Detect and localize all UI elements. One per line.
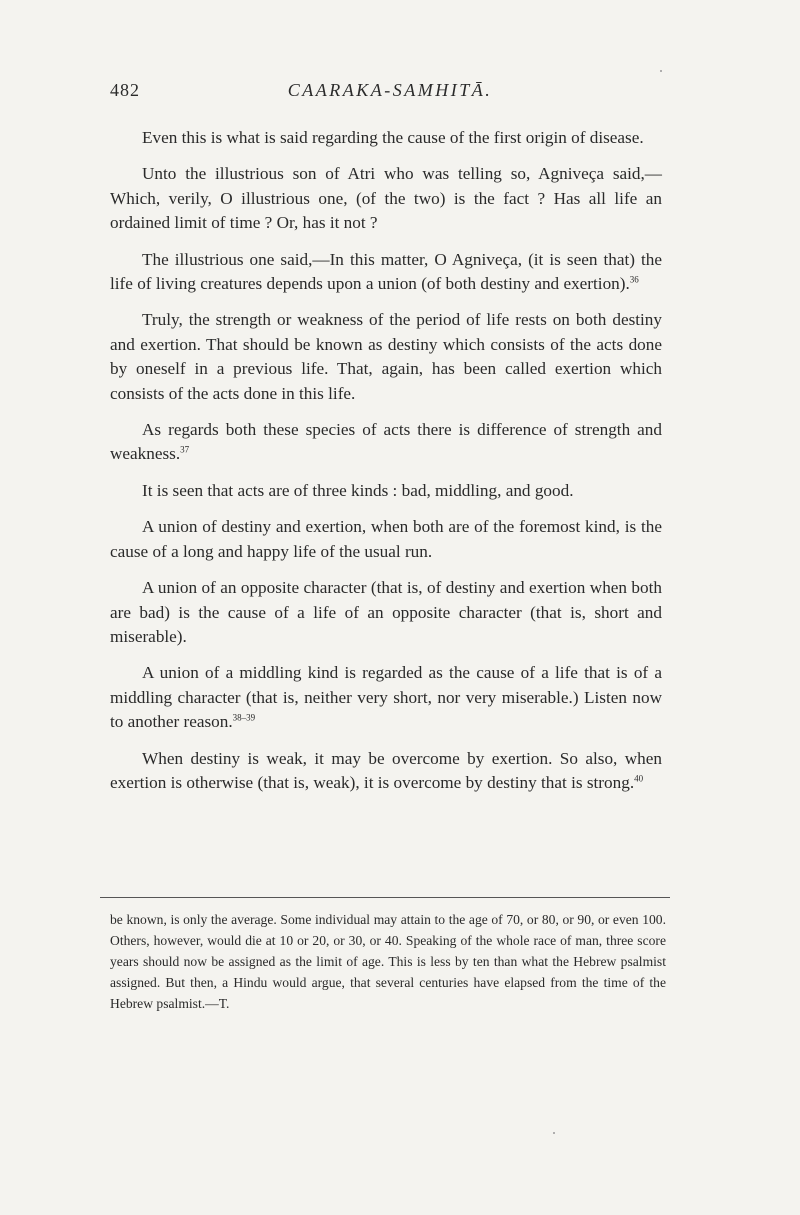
- paragraph-text: A union of destiny and exertion, when both are of the foremost kind, is the cause of a long and happy life of the usual run.: [110, 517, 662, 561]
- paper-speck: [553, 1132, 555, 1134]
- paragraph: [110, 248, 662, 297]
- paragraph: [110, 479, 662, 503]
- footnote-text: be known, is only the average. Some individual may attain to the age of 70, or 80, or 90, or even 100. Others, however, would die at 10 or 20, or 30, or 40. Speaking of the whole race of man, three score years should now be assigned as the limit of age. This is less by ten than what the Hebrew psalmist assigned. But then, a Hindu would argue, that several centuries have elapsed from the time of the Hebrew psalmist.—T.: [110, 912, 666, 1011]
- paragraph-text: As regards both these species of acts there is difference of strength and weakness.: [110, 420, 662, 464]
- footnote-marker: 38–39: [232, 712, 256, 723]
- paragraph-text: Truly, the strength or weakness of the period of life rests on both destiny and exertion. That should be known as destiny which consists of the acts done by oneself in a previous life. That, again, has been called exertion which consists of the acts done in this life.: [110, 310, 662, 403]
- paragraph-text: Unto the illustrious son of Atri who was telling so, Agniveça said,—Which, verily, O illustrious one, (of the two) is the fact ? Has all life an ordained limit of time ? Or, has it not ?: [110, 164, 662, 233]
- paragraph-text: A union of a middling kind is regarded as the cause of a life that is of a middling character (that is, neither very short, nor very miserable.) Listen now to another reason.: [110, 663, 662, 732]
- paragraph-text: When destiny is weak, it may be overcome by exertion. So also, when exertion is otherwise (that is, weak), it is overcome by destiny that is strong.: [110, 748, 662, 792]
- paper-speck: [660, 70, 662, 72]
- body-text: [110, 126, 662, 807]
- footnote-marker: 37: [180, 444, 190, 455]
- paragraph: [110, 418, 662, 467]
- paragraph: [110, 162, 662, 235]
- footnote: [110, 909, 666, 1014]
- paragraph-text: It is seen that acts are of three kinds : bad, middling, and good.: [142, 480, 574, 500]
- paragraph: [110, 576, 662, 649]
- footnote-divider: [100, 897, 670, 898]
- footnote-marker: 36: [629, 274, 639, 285]
- paragraph: [110, 747, 662, 796]
- running-title: CAARAKA-SAMHITĀ.: [287, 80, 493, 100]
- paragraph: [110, 515, 662, 564]
- paragraph-text: The illustrious one said,—In this matter, O Agniveça, (it is seen that) the life of living creatures depends upon a union (of both destiny and exertion).: [110, 249, 662, 294]
- paragraph-text: Even this is what is said regarding the cause of the first origin of disease.: [142, 128, 644, 147]
- paragraph: [110, 126, 662, 150]
- paragraph: [110, 308, 662, 406]
- page-header: [110, 80, 670, 104]
- footnote-marker: 40: [634, 773, 644, 784]
- paragraph-text: A union of an opposite character (that is, of destiny and exertion when both are bad) is the cause of a life of an opposite character (that is, short and miserable).: [110, 578, 662, 646]
- page-number: 482: [110, 80, 140, 100]
- paragraph: [110, 661, 662, 734]
